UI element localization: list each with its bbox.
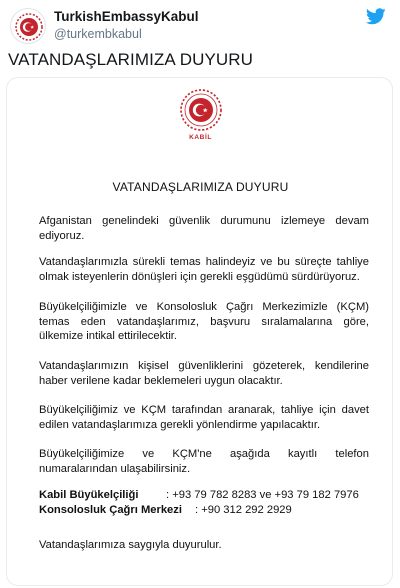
notice-paragraph: Vatandaşlarımızla sürekli temas halindeyiz ve bu süreçte tahliye olmak isteyenlerin dönüşleri için gerekli eşgüdümü sürdürüyoruz. <box>39 256 369 283</box>
attached-announcement-image[interactable] <box>6 77 393 586</box>
tweet-text: VATANDAŞLARIMIZA DUYURU <box>8 50 254 69</box>
notice-paragraph: Vatandaşlarımızın kişisel güvenliklerini gözeterek, kendilerine haber verilene kadar beklemeleri uygun olacaktır. <box>39 360 369 387</box>
contact-label: Konsolosluk Çağrı Merkezi <box>39 504 182 516</box>
closing-text: Vatandaşlarımıza saygıyla duyurulur. <box>39 539 222 551</box>
contact-label: Kabil Büyükelçiliği <box>39 489 139 501</box>
embassy-seal-icon <box>179 88 223 132</box>
notice-paragraph: Büyükelçiliğimiz ve KÇM tarafından aranarak, tahliye için davet edilen vatandaşlarımıza gerekli yönlendirme yapılacaktır. <box>39 404 369 431</box>
notice-paragraph: Afganistan genelindeki güvenlik durumunu izlemeye devam ediyoruz. <box>39 215 369 242</box>
avatar[interactable] <box>10 8 46 44</box>
contact-row-embassy <box>39 489 379 501</box>
twitter-bird-icon[interactable] <box>366 8 386 25</box>
notice-title: VATANDAŞLARIMIZA DUYURU <box>112 180 289 194</box>
contact-phone: : +93 79 782 8283 ve +93 79 182 7976 <box>166 489 359 501</box>
tweet-header <box>0 0 400 48</box>
seal-label: KABİL <box>189 134 212 141</box>
account-name[interactable]: TurkishEmbassyKabul <box>54 9 199 24</box>
contact-row-call-center <box>39 504 379 516</box>
contact-phone: : +90 312 292 2929 <box>195 504 292 516</box>
account-handle[interactable]: @turkembkabul <box>54 27 142 41</box>
notice-paragraph: Büyükelçiliğimize ve KÇM'ne aşağıda kayıtlı telefon numaralarından ulaşabilirsiniz. <box>39 448 369 475</box>
notice-paragraph: Büyükelçiliğimizle ve Konsolosluk Çağrı Merkezimizle (KÇM) temas eden vatandaşlarımız, başvuru sıralamalarına göre, ülkemize intikal ettirilecektir. <box>39 301 369 342</box>
